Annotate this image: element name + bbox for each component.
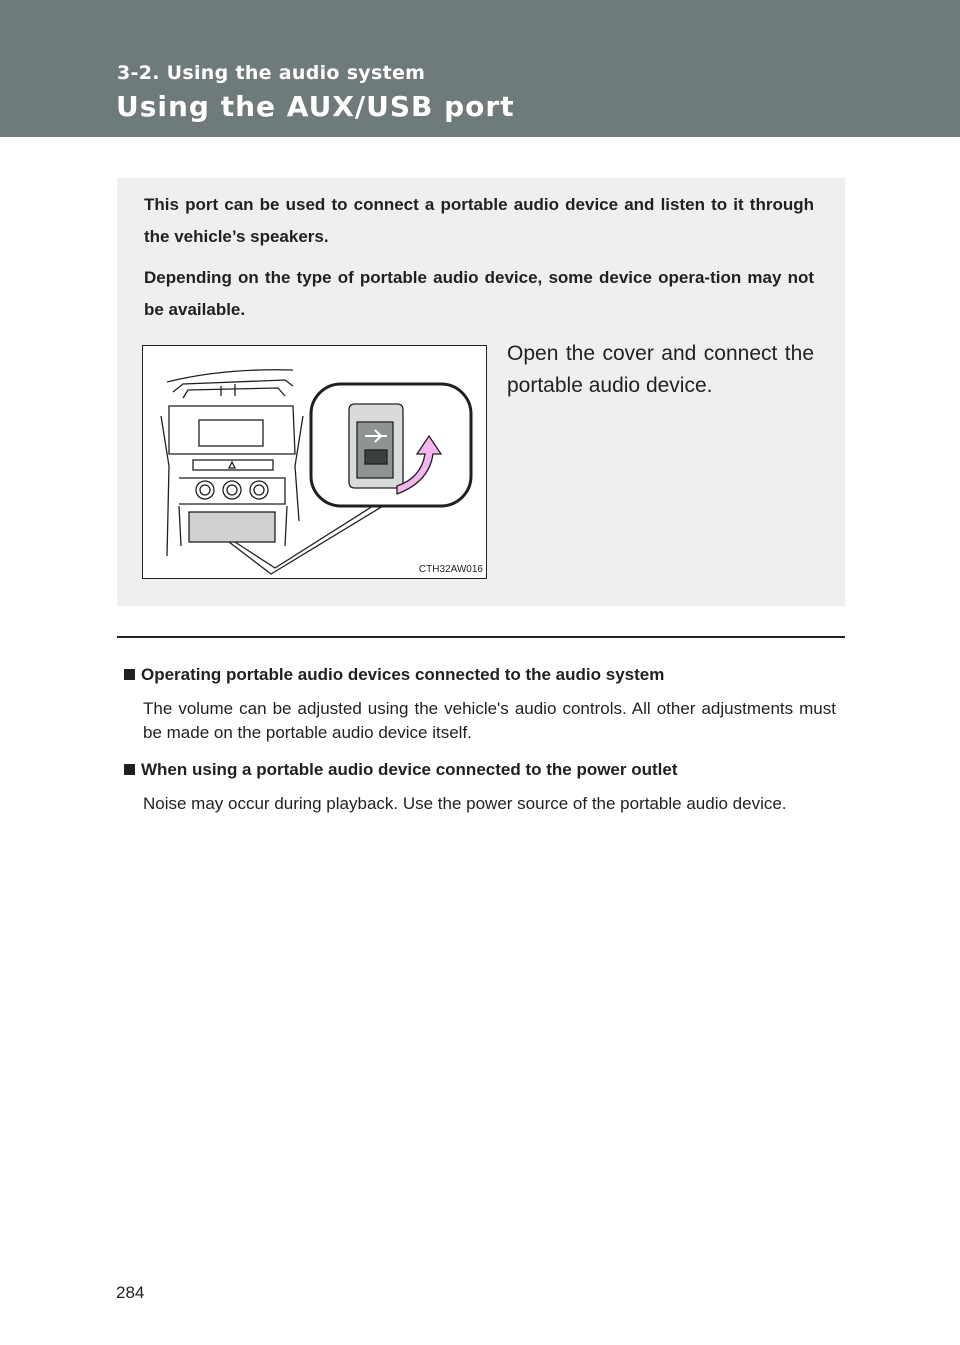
step-instruction: Open the cover and connect the portable audio device. [507,342,814,397]
intro-paragraph: This port can be used to connect a portable audio device and listen to it through the vehicle’s speakers. [144,195,814,246]
section-label: 3-2. Using the audio system [117,62,426,84]
note-body: Noise may occur during playback. Use the power source of the portable audio device. [143,794,787,813]
note-heading [124,760,678,780]
square-bullet-icon [124,764,135,775]
intro-paragraph: Depending on the type of portable audio device, some device opera-tion may not be available. [144,268,814,319]
header-band [0,0,960,137]
note-heading-text: When using a portable audio device connected to the power outlet [141,760,678,779]
intro-box [117,178,845,606]
page-number: 284 [116,1283,145,1302]
figure-code: CTH32AW016 [418,564,483,575]
note-body: The volume can be adjusted using the vehicle's audio controls. All other adjustments must be made on the portable audio device itself. [143,699,836,742]
dashboard-drawing [143,346,488,580]
note-heading-text: Operating portable audio devices connected to the audio system [141,665,665,684]
section-divider [117,636,845,638]
note-heading [124,665,664,685]
page-title: Using the AUX/USB port [116,90,515,123]
square-bullet-icon [124,669,135,680]
usb-port-illustration [142,345,487,579]
